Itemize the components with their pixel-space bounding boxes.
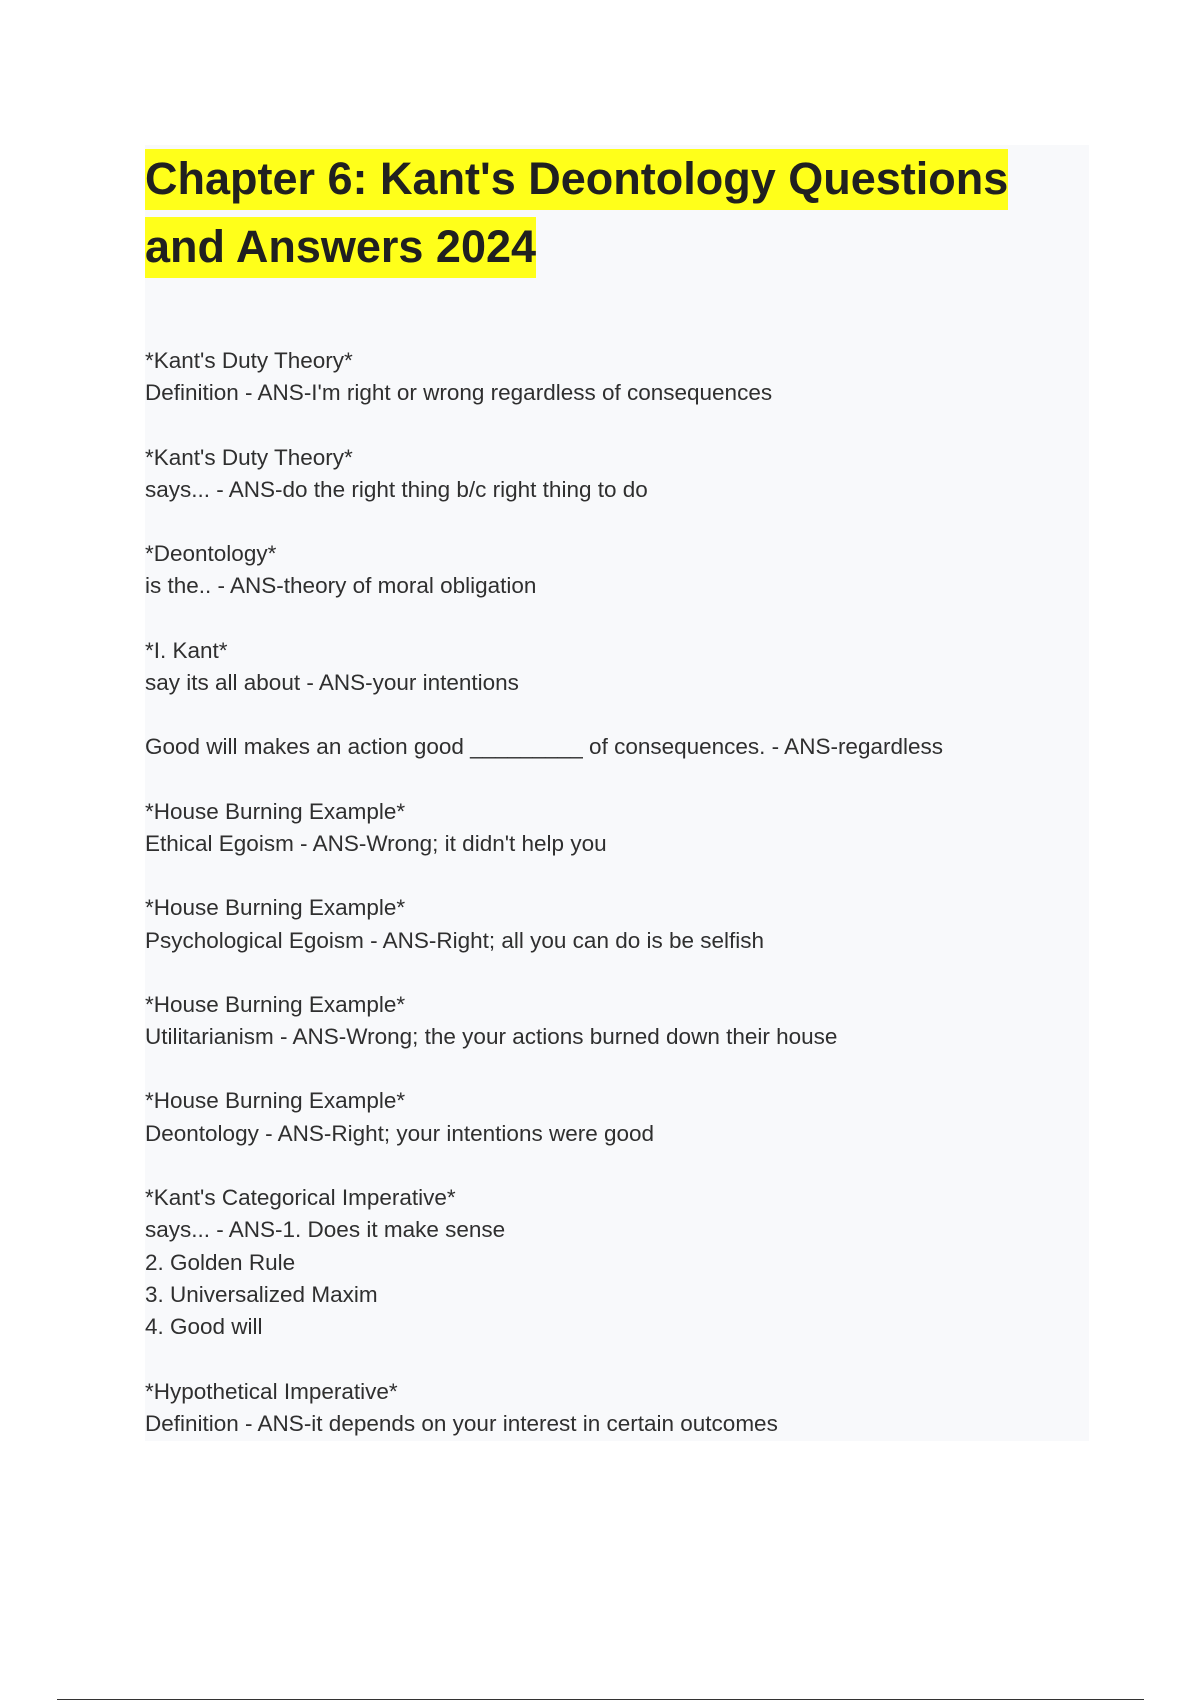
- qa-item: [145, 892, 1085, 957]
- qa-heading: *Kant's Duty Theory*: [145, 348, 353, 373]
- qa-text: says... - ANS-do the right thing b/c right thing to do: [145, 476, 648, 502]
- qa-text: is the.. - ANS-theory of moral obligation: [145, 573, 537, 599]
- qa-heading: Good will makes an action good _________ of consequences. - ANS-regardless: [145, 734, 943, 760]
- qa-item: [145, 1085, 1085, 1150]
- qa-text: Utilitarianism - ANS-Wrong; the your actions burned down their house: [145, 1024, 838, 1050]
- qa-item: [145, 635, 1085, 700]
- qa-item: [145, 345, 1085, 410]
- qa-heading: *Hypothetical Imperative*: [145, 1378, 398, 1404]
- qa-heading: *Deontology*: [145, 541, 277, 567]
- qa-list: [145, 345, 1085, 1472]
- qa-item: [145, 731, 1085, 763]
- qa-item: [145, 796, 1085, 861]
- qa-text: say its all about - ANS-your intentions: [145, 670, 519, 696]
- page-title: [145, 145, 1089, 281]
- qa-text: 4. Good will: [145, 1314, 263, 1340]
- qa-text: Ethical Egoism - ANS-Wrong; it didn't help you: [145, 830, 607, 856]
- qa-heading: *House Burning Example*: [145, 895, 406, 921]
- title-line-1: Chapter 6: Kant's Deontology Questions: [145, 149, 1008, 210]
- qa-text: 2. Golden Rule: [145, 1249, 296, 1275]
- qa-text: Psychological Egoism - ANS-Right; all you can do is be selfish: [145, 927, 765, 953]
- qa-text: Definition - ANS-it depends on your interest in certain outcomes: [145, 1410, 778, 1436]
- qa-heading: *House Burning Example*: [145, 798, 406, 824]
- qa-heading: *Kant's Categorical Imperative*: [145, 1185, 456, 1211]
- qa-item: [145, 538, 1085, 603]
- qa-heading: *House Burning Example*: [145, 991, 406, 1017]
- title-line-2: and Answers 2024: [145, 217, 536, 278]
- qa-text: says... - ANS-1. Does it make sense: [145, 1217, 506, 1243]
- qa-heading: *Kant's Duty Theory*: [145, 444, 353, 470]
- qa-text: Deontology - ANS-Right; your intentions were good: [145, 1120, 655, 1146]
- qa-item: [145, 1376, 1085, 1441]
- qa-item: [145, 1182, 1085, 1343]
- qa-item: [145, 442, 1085, 507]
- qa-text: 3. Universalized Maxim: [145, 1281, 378, 1307]
- qa-item: [145, 989, 1085, 1054]
- qa-heading: *House Burning Example*: [145, 1088, 406, 1114]
- qa-text: Definition - ANS-I'm right or wrong regardless of consequences: [145, 380, 773, 406]
- qa-heading: *I. Kant*: [145, 637, 228, 663]
